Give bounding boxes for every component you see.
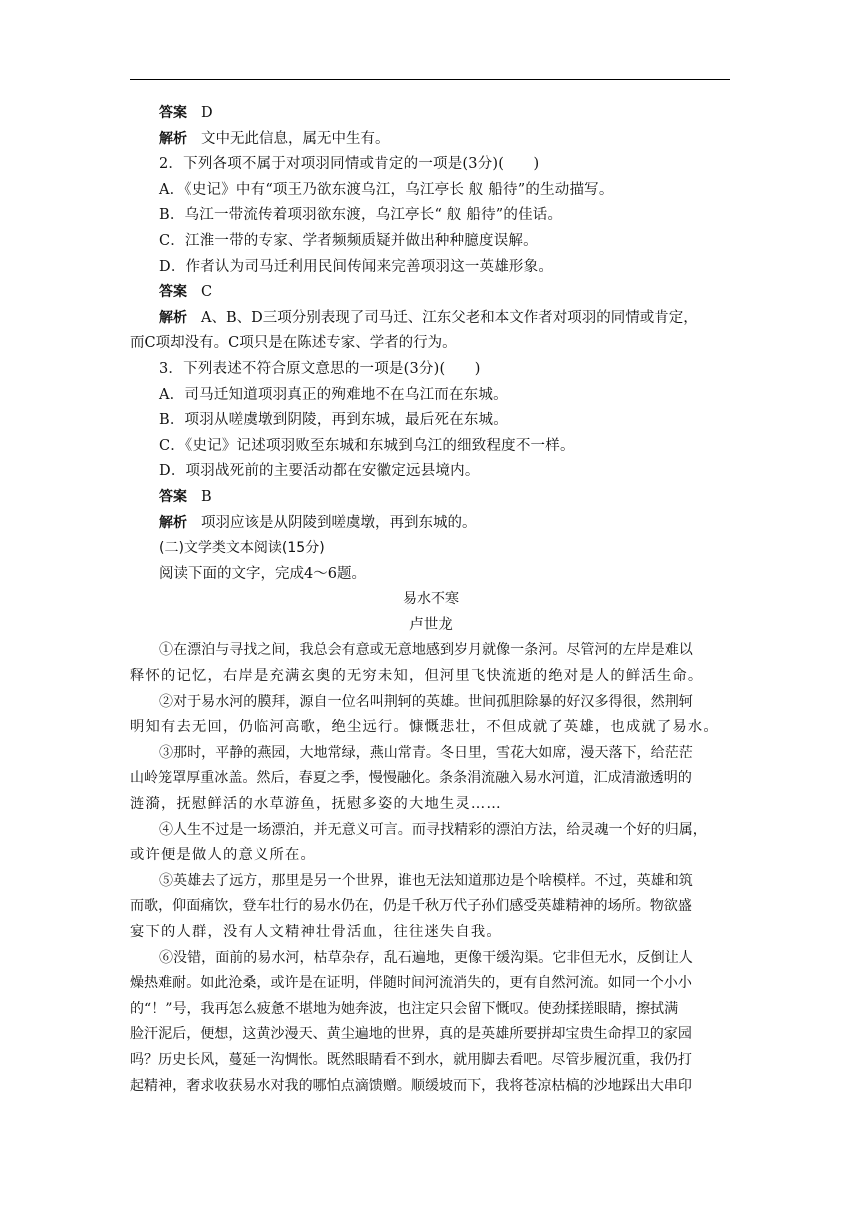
answer-label: 答案 bbox=[159, 284, 187, 301]
answer-3 bbox=[130, 485, 732, 511]
article-line: ②对于易水河的膜拜，源自一位名叫荆轲的英雄。世间孤胆除暴的好汉多得很，然荆轲 bbox=[159, 693, 693, 710]
article-line: ④人生不过是一场漂泊，并无意义可言。而寻找精彩的漂泊方法，给灵魂一个好的归属， bbox=[159, 821, 707, 838]
analysis-text: 文中无此信息，属无中生有。 bbox=[201, 130, 390, 147]
answer-value: D bbox=[201, 105, 213, 121]
analysis-text: 项羽应该是从阴陵到嗟虞墩，再到东城的。 bbox=[201, 514, 477, 531]
article-line: ③那时，平静的燕园，大地常绿，燕山常青。冬日里，雪花大如席，漫天落下，给茫茫 bbox=[159, 744, 693, 761]
question-3-option-a: A．司马迁知道项羽真正的殉难地不在乌江而在东城。 bbox=[159, 386, 508, 403]
analysis-2-continued: 而C项却没有。C项只是在陈述专家、学者的行为。 bbox=[130, 335, 457, 352]
analysis-label: 解析 bbox=[159, 514, 187, 531]
answer-label: 答案 bbox=[159, 105, 187, 121]
article-line: ⑤英雄去了远方，那里是另一个世界，谁也无法知道那边是个啥模样。不过，英雄和筑 bbox=[159, 872, 693, 889]
article-line: 起精神，奢求收获易水对我的哪怕点滴馈赠。顺缓坡而下，我将苍凉枯槁的沙地踩出大串印 bbox=[130, 1077, 692, 1094]
article-line: 涟漪，抚慰鲜活的水草游鱼，抚慰多姿的大地生灵…… bbox=[130, 796, 502, 813]
article-line: 而歌，仰面痛饮，登车壮行的易水仍在，仍是千秋万代子孙们感受英雄精神的场所。物欲盛 bbox=[130, 898, 692, 915]
answer-value: B bbox=[201, 488, 212, 505]
analysis-label: 解析 bbox=[159, 309, 187, 326]
reading-instruction: 阅读下面的文字，完成4～6题。 bbox=[159, 565, 366, 582]
analysis-2 bbox=[130, 306, 732, 332]
article-line: ①在漂泊与寻找之间，我总会有意或无意地感到岁月就像一条河。尽管河的左岸是难以 bbox=[159, 642, 693, 659]
question-2-option-c: C．江淮一带的专家、学者频频质疑并做出种种臆度误解。 bbox=[159, 232, 538, 249]
analysis-text: A、B、D三项分别表现了司马迁、江东父老和本文作者对项羽的同情或肯定， bbox=[201, 309, 698, 326]
question-3-option-d: D．项羽战死前的主要活动都在安徽定远县境内。 bbox=[159, 463, 480, 480]
article-line: 宴下的人群，没有人文精神壮骨活血，往往迷失自我。 bbox=[130, 924, 502, 940]
article-line: 释怀的记忆，右岸是充满玄奥的无穷未知，但河里飞快流逝的绝对是人的鲜活生命。 bbox=[130, 668, 704, 685]
article-line: 吗？历史长风，蔓延一沟惆怅。既然眼睛看不到水，就用脚去看吧。尽管步履沉重，我仍打 bbox=[130, 1051, 692, 1068]
article-line: 明知有去无回，仍临河高歌，绝尘远行。慷慨悲壮，不但成就了英雄，也成就了易水。 bbox=[130, 719, 719, 736]
article-line: ⑥没错，面前的易水河，枯草杂存，乱石遍地，更像干缓沟渠。它非但无水，反倒让人 bbox=[159, 949, 693, 966]
article-line: 或许便是做人的意义所在。 bbox=[130, 847, 316, 864]
question-3-option-c: C．《史记》记述项羽败至东城和东城到乌江的细致程度不一样。 bbox=[159, 437, 575, 454]
answer-1 bbox=[130, 101, 732, 127]
question-3-option-b: B．项羽从嗟虞墩到阴陵，再到东城，最后死在东城。 bbox=[159, 412, 508, 429]
article-title: 易水不寒 bbox=[403, 591, 459, 608]
analysis-label: 解析 bbox=[159, 130, 187, 147]
section-heading: (二)文学类文本阅读(15分) bbox=[159, 540, 325, 557]
article-author: 卢世龙 bbox=[409, 616, 453, 633]
header-rule bbox=[130, 79, 730, 80]
question-2-option-a: A．《史记》中有“项王乃欲东渡乌江，乌江亭长 舣 船待”的生动描写。 bbox=[159, 181, 614, 198]
article-line: 脸汗泥后，便想，这黄沙漫天、黄尘遍地的世界，真的是英雄所要拼却宝贵生命捍卫的家园 bbox=[130, 1026, 692, 1043]
question-2-option-d: D．作者认为司马迁利用民间传闻来完善项羽这一英雄形象。 bbox=[159, 258, 554, 275]
article-line: 山岭笼罩厚重冰盖。然后，春夏之季，慢慢融化。条条涓流融入易水河道，汇成清澈透明的 bbox=[130, 770, 692, 787]
question-2-stem: 2．下列各项不属于对项羽同情或肯定的一项是(3分)( ) bbox=[159, 156, 540, 173]
document-body bbox=[130, 101, 732, 1099]
answer-value: C bbox=[201, 284, 213, 301]
analysis-1 bbox=[130, 127, 732, 153]
analysis-3 bbox=[130, 511, 732, 537]
answer-2 bbox=[130, 280, 732, 306]
question-2-option-b: B．乌江一带流传着项羽欲东渡，乌江亭长“ 舣 船待”的佳话。 bbox=[159, 207, 563, 224]
question-3-stem: 3．下列表述不符合原文意思的一项是(3分)( ) bbox=[159, 360, 481, 377]
article-line: 的“！”号，我再怎么疲惫不堪地为她奔波，也注定只会留下慨叹。使劲揉搓眼睛，擦拭满 bbox=[130, 1000, 679, 1017]
article-line: 燥热难耐。如此沧桑，或许是在证明，伴随时间河流消失的，更有自然河流。如同一个小小 bbox=[130, 975, 692, 992]
answer-label: 答案 bbox=[159, 488, 187, 505]
